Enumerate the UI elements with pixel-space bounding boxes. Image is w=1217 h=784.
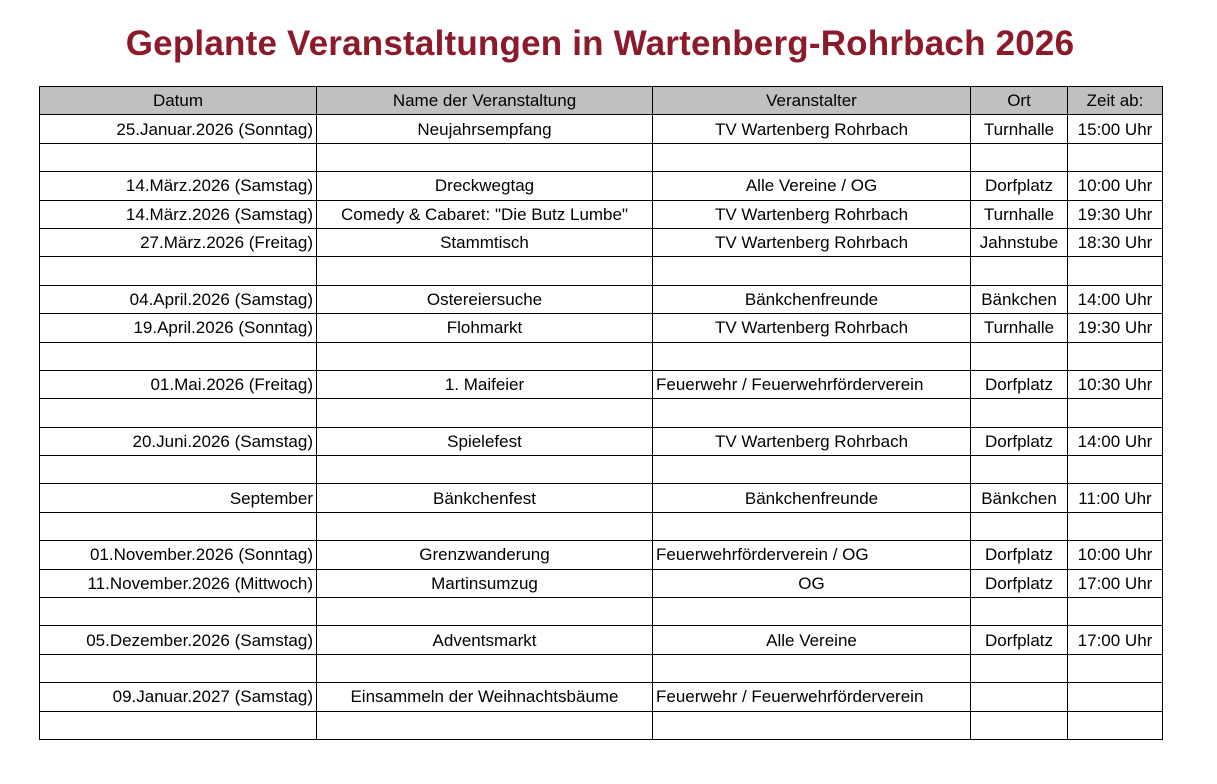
event-place (971, 399, 1068, 427)
event-time: 10:00 Uhr (1068, 172, 1163, 200)
table-row (40, 427, 1163, 455)
event-time (1068, 456, 1163, 484)
event-organizer: TV Wartenberg Rohrbach (653, 115, 971, 143)
event-date: 14.März.2026 (Samstag) (40, 200, 317, 228)
column-header-organizer: Veranstalter (653, 87, 971, 115)
event-name: Ostereiersuche (317, 285, 653, 313)
event-place: Dorfplatz (971, 370, 1068, 398)
event-time (1068, 654, 1163, 682)
event-date: 04.April.2026 (Samstag) (40, 285, 317, 313)
event-organizer: OG (653, 569, 971, 597)
event-date: 09.Januar.2027 (Samstag) (40, 683, 317, 711)
event-date (40, 399, 317, 427)
event-organizer: TV Wartenberg Rohrbach (653, 228, 971, 256)
event-name: Comedy & Cabaret: "Die Butz Lumbe" (317, 200, 653, 228)
column-header-place: Ort (971, 87, 1068, 115)
event-name: Bänkchenfest (317, 484, 653, 512)
event-name: Neujahrsempfang (317, 115, 653, 143)
event-time: 18:30 Uhr (1068, 228, 1163, 256)
event-name (317, 342, 653, 370)
event-organizer (653, 456, 971, 484)
table-row (40, 512, 1163, 540)
event-time: 17:00 Uhr (1068, 569, 1163, 597)
event-date (40, 512, 317, 540)
event-date: 11.November.2026 (Mittwoch) (40, 569, 317, 597)
table-row (40, 314, 1163, 342)
event-place (971, 257, 1068, 285)
event-date: 27.März.2026 (Freitag) (40, 228, 317, 256)
event-place (971, 456, 1068, 484)
event-organizer: TV Wartenberg Rohrbach (653, 314, 971, 342)
event-place (971, 654, 1068, 682)
event-date (40, 143, 317, 171)
table-row (40, 654, 1163, 682)
table-header-row (40, 87, 1163, 115)
event-date: 01.November.2026 (Sonntag) (40, 541, 317, 569)
events-table-body (40, 115, 1163, 740)
column-header-date: Datum (40, 87, 317, 115)
event-name (317, 399, 653, 427)
event-organizer: Alle Vereine / OG (653, 172, 971, 200)
events-table (39, 86, 1163, 740)
event-time (1068, 342, 1163, 370)
event-place (971, 512, 1068, 540)
event-name: Dreckwegtag (317, 172, 653, 200)
event-organizer: TV Wartenberg Rohrbach (653, 200, 971, 228)
event-organizer: Bänkchenfreunde (653, 484, 971, 512)
event-name (317, 654, 653, 682)
table-row (40, 598, 1163, 626)
table-row (40, 484, 1163, 512)
event-name (317, 598, 653, 626)
table-row (40, 711, 1163, 739)
event-time: 10:30 Uhr (1068, 370, 1163, 398)
event-place (971, 598, 1068, 626)
event-organizer (653, 257, 971, 285)
table-row (40, 200, 1163, 228)
table-row (40, 228, 1163, 256)
table-row (40, 285, 1163, 313)
event-organizer: Feuerwehr / Feuerwehrförderverein (653, 370, 971, 398)
event-name (317, 456, 653, 484)
event-time (1068, 683, 1163, 711)
event-time (1068, 512, 1163, 540)
event-place: Dorfplatz (971, 569, 1068, 597)
event-date: 25.Januar.2026 (Sonntag) (40, 115, 317, 143)
table-row (40, 143, 1163, 171)
event-time: 10:00 Uhr (1068, 541, 1163, 569)
table-row (40, 456, 1163, 484)
event-date: 05.Dezember.2026 (Samstag) (40, 626, 317, 654)
event-place: Dorfplatz (971, 427, 1068, 455)
event-organizer (653, 342, 971, 370)
event-date (40, 257, 317, 285)
event-name: 1. Maifeier (317, 370, 653, 398)
event-organizer (653, 654, 971, 682)
event-date (40, 711, 317, 739)
event-time: 14:00 Uhr (1068, 285, 1163, 313)
event-organizer (653, 399, 971, 427)
table-row (40, 172, 1163, 200)
event-time: 11:00 Uhr (1068, 484, 1163, 512)
event-organizer: Feuerwehr / Feuerwehrförderverein (653, 683, 971, 711)
event-place (971, 683, 1068, 711)
event-place: Bänkchen (971, 285, 1068, 313)
table-row (40, 399, 1163, 427)
event-name: Martinsumzug (317, 569, 653, 597)
event-date: September (40, 484, 317, 512)
event-place: Turnhalle (971, 115, 1068, 143)
table-row (40, 569, 1163, 597)
event-date: 19.April.2026 (Sonntag) (40, 314, 317, 342)
event-organizer: Bänkchenfreunde (653, 285, 971, 313)
event-name (317, 257, 653, 285)
event-time: 19:30 Uhr (1068, 200, 1163, 228)
event-time: 19:30 Uhr (1068, 314, 1163, 342)
event-name: Stammtisch (317, 228, 653, 256)
event-date (40, 598, 317, 626)
event-time: 14:00 Uhr (1068, 427, 1163, 455)
event-date: 20.Juni.2026 (Samstag) (40, 427, 317, 455)
event-name (317, 711, 653, 739)
event-name: Spielefest (317, 427, 653, 455)
event-date (40, 654, 317, 682)
event-date: 01.Mai.2026 (Freitag) (40, 370, 317, 398)
event-organizer (653, 598, 971, 626)
event-place: Turnhalle (971, 314, 1068, 342)
table-row (40, 626, 1163, 654)
event-date (40, 342, 317, 370)
column-header-event-name: Name der Veranstaltung (317, 87, 653, 115)
event-place: Dorfplatz (971, 172, 1068, 200)
event-name (317, 512, 653, 540)
event-organizer (653, 711, 971, 739)
table-row (40, 257, 1163, 285)
event-time (1068, 257, 1163, 285)
event-name: Flohmarkt (317, 314, 653, 342)
event-time (1068, 399, 1163, 427)
event-name: Adventsmarkt (317, 626, 653, 654)
event-name: Grenzwanderung (317, 541, 653, 569)
event-organizer (653, 143, 971, 171)
event-place: Dorfplatz (971, 626, 1068, 654)
event-time: 15:00 Uhr (1068, 115, 1163, 143)
event-place: Turnhalle (971, 200, 1068, 228)
event-organizer: TV Wartenberg Rohrbach (653, 427, 971, 455)
table-row (40, 370, 1163, 398)
column-header-time: Zeit ab: (1068, 87, 1163, 115)
event-place: Dorfplatz (971, 541, 1068, 569)
event-organizer: Feuerwehrförderverein / OG (653, 541, 971, 569)
event-place (971, 342, 1068, 370)
event-time (1068, 711, 1163, 739)
event-place (971, 711, 1068, 739)
event-time: 17:00 Uhr (1068, 626, 1163, 654)
event-place: Bänkchen (971, 484, 1068, 512)
page-title: Geplante Veranstaltungen in Wartenberg-Rohrbach 2026 (125, 24, 1075, 63)
event-place (971, 143, 1068, 171)
event-organizer: Alle Vereine (653, 626, 971, 654)
event-time (1068, 598, 1163, 626)
table-row (40, 115, 1163, 143)
table-row (40, 342, 1163, 370)
event-organizer (653, 512, 971, 540)
event-date: 14.März.2026 (Samstag) (40, 172, 317, 200)
event-name (317, 143, 653, 171)
event-time (1068, 143, 1163, 171)
event-date (40, 456, 317, 484)
table-row (40, 541, 1163, 569)
table-row (40, 683, 1163, 711)
event-name: Einsammeln der Weihnachtsbäume (317, 683, 653, 711)
event-place: Jahnstube (971, 228, 1068, 256)
